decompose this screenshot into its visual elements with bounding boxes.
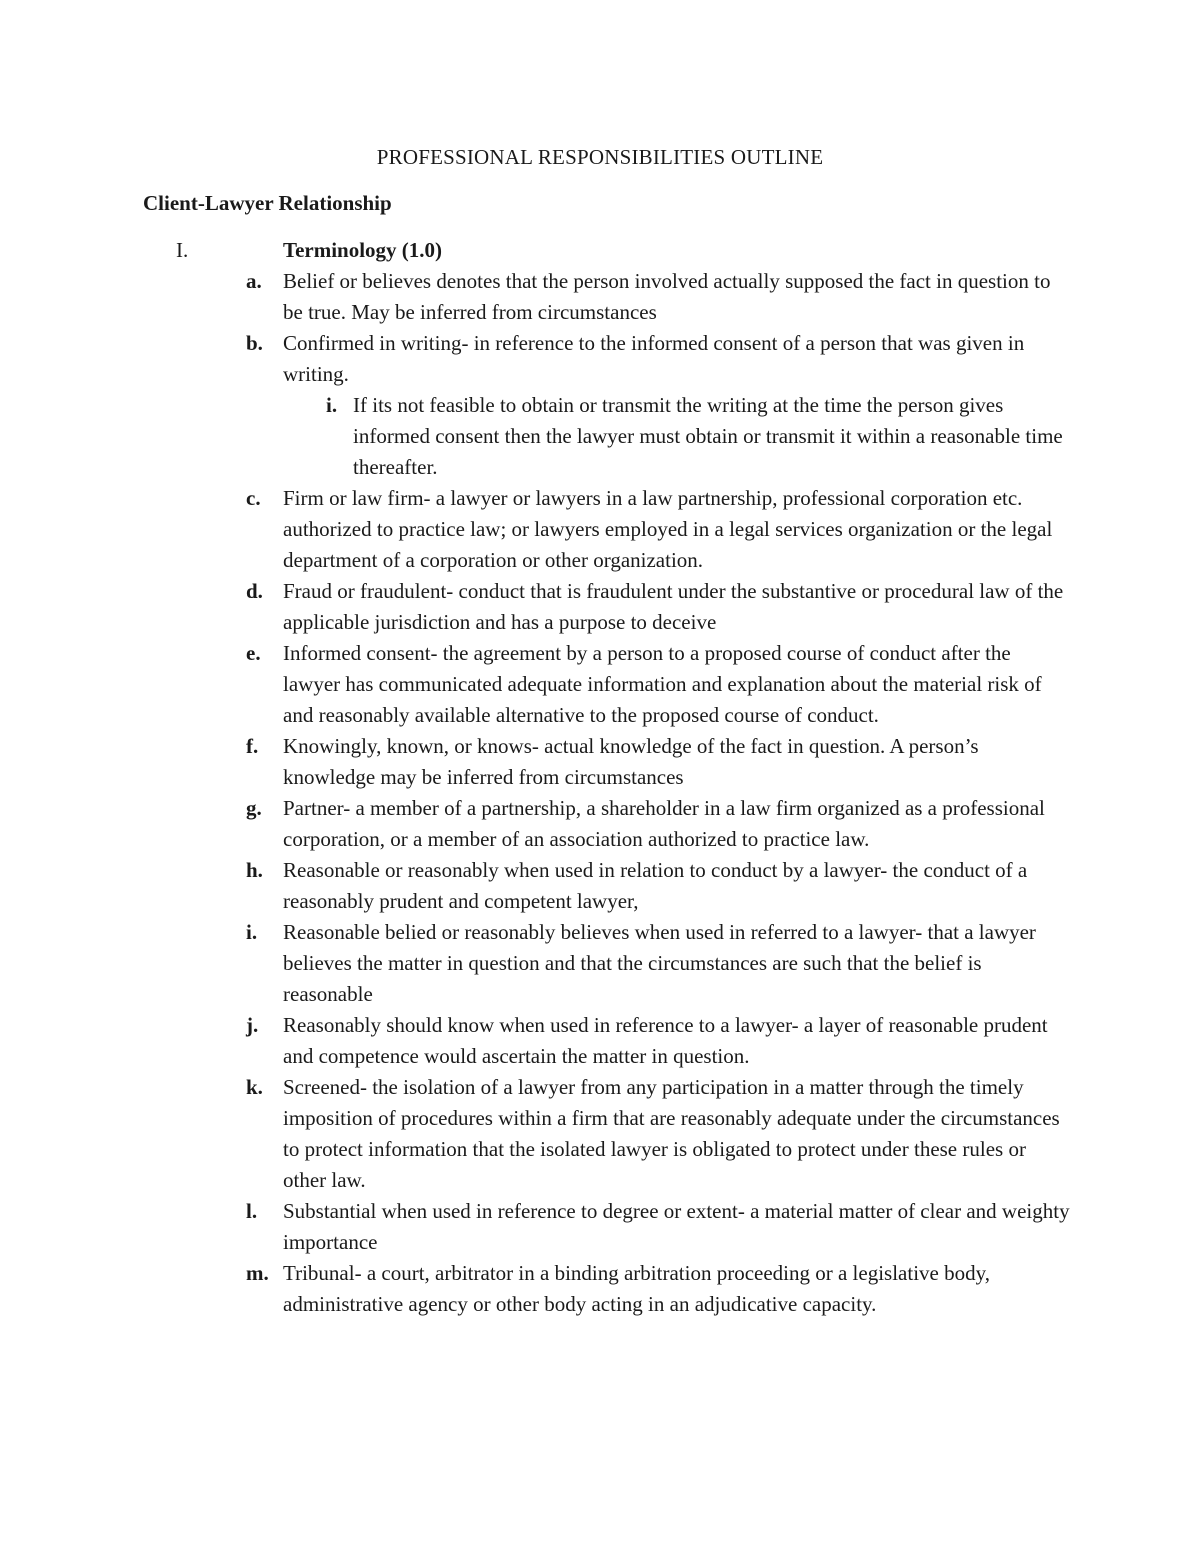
list-item-letter: h. bbox=[246, 858, 263, 882]
list-item bbox=[143, 576, 1073, 638]
list-item-letter: k. bbox=[246, 1075, 263, 1099]
list-item-text: Tribunal- a court, arbitrator in a binding arbitration proceeding or a legislative body, administrative agency or other body acting in an adjudicative capacity. bbox=[283, 1261, 990, 1316]
list-item bbox=[143, 638, 1073, 731]
sub-list-item-text: If its not feasible to obtain or transmit the writing at the time the person gives informed consent then the lawyer must obtain or transmit it within a reasonable time thereafter. bbox=[353, 393, 1063, 479]
list-item-text: Firm or law firm- a lawyer or lawyers in a law partnership, professional corporation etc. authorized to practice law; or lawyers employed in a legal services organization or the legal department of a corporation or other organization. bbox=[283, 486, 1053, 572]
list-item-text: Reasonable belied or reasonably believes when used in referred to a lawyer- that a lawyer believes the matter in question and that the circumstances are such that the belief is reasonable bbox=[283, 920, 1036, 1006]
list-item-text: Belief or believes denotes that the person involved actually supposed the fact in question to be true. May be inferred from circumstances bbox=[283, 269, 1051, 324]
list-item-letter: j. bbox=[246, 1013, 259, 1037]
list-item-letter: a. bbox=[246, 269, 262, 293]
list-item-text: Reasonably should know when used in reference to a lawyer- a layer of reasonable prudent and competence would ascertain the matter in question. bbox=[283, 1013, 1048, 1068]
outline-section-heading: Terminology (1.0) bbox=[283, 238, 443, 262]
list-item bbox=[143, 731, 1073, 793]
list-item-letter: f. bbox=[246, 734, 259, 758]
list-item bbox=[143, 1196, 1073, 1258]
list-item-letter: e. bbox=[246, 641, 261, 665]
list-item bbox=[143, 1010, 1073, 1072]
list-item bbox=[143, 266, 1073, 328]
sub-list-item-numeral: i. bbox=[326, 393, 338, 417]
list-item-text: Knowingly, known, or knows- actual knowledge of the fact in question. A person’s knowledge may be inferred from circumstances bbox=[283, 734, 979, 789]
sub-list-item bbox=[143, 390, 1073, 483]
list-item-text: Informed consent- the agreement by a person to a proposed course of conduct after the lawyer has communicated adequate information and explanation about the material risk of and reasonably available alternative to the proposed course of conduct. bbox=[283, 641, 1042, 727]
list-item-text: Fraud or fraudulent- conduct that is fraudulent under the substantive or procedural law of the applicable jurisdiction and has a purpose to deceive bbox=[283, 579, 1064, 634]
list-item bbox=[143, 793, 1073, 855]
list-item-text: Substantial when used in reference to degree or extent- a material matter of clear and weighty importance bbox=[283, 1199, 1070, 1254]
roman-numeral: I. bbox=[176, 238, 189, 262]
list-item bbox=[143, 483, 1073, 576]
list-item-text: Confirmed in writing- in reference to the informed consent of a person that was given in writing. bbox=[283, 331, 1025, 386]
list-item bbox=[143, 1258, 1073, 1320]
list-item bbox=[143, 1072, 1073, 1196]
page-title: PROFESSIONAL RESPONSIBILITIES OUTLINE bbox=[376, 145, 824, 169]
list-item-letter: b. bbox=[246, 331, 263, 355]
outline-section-heading-row bbox=[143, 235, 1073, 266]
list-item-letter: l. bbox=[246, 1199, 258, 1223]
outline bbox=[143, 235, 1073, 1320]
section-heading: Client-Lawyer Relationship bbox=[143, 191, 392, 215]
list-item bbox=[143, 917, 1073, 1010]
list-item-letter: i. bbox=[246, 920, 258, 944]
list-item-letter: g. bbox=[246, 796, 262, 820]
list-item-text: Reasonable or reasonably when used in relation to conduct by a lawyer- the conduct of a reasonably prudent and competent lawyer, bbox=[283, 858, 1028, 913]
list-item bbox=[143, 855, 1073, 917]
list-item-text: Screened- the isolation of a lawyer from any participation in a matter through the timely imposition of procedures within a firm that are reasonably adequate under the circumstances to protect information that the isolated lawyer is obligated to protect under these rules or other law. bbox=[283, 1075, 1060, 1192]
list-item-letter: m. bbox=[246, 1261, 269, 1285]
list-item-text: Partner- a member of a partnership, a shareholder in a law firm organized as a professional corporation, or a member of an association authorized to practice law. bbox=[283, 796, 1045, 851]
list-item-letter: d. bbox=[246, 579, 263, 603]
list-item bbox=[143, 328, 1073, 390]
list-item-letter: c. bbox=[246, 486, 261, 510]
